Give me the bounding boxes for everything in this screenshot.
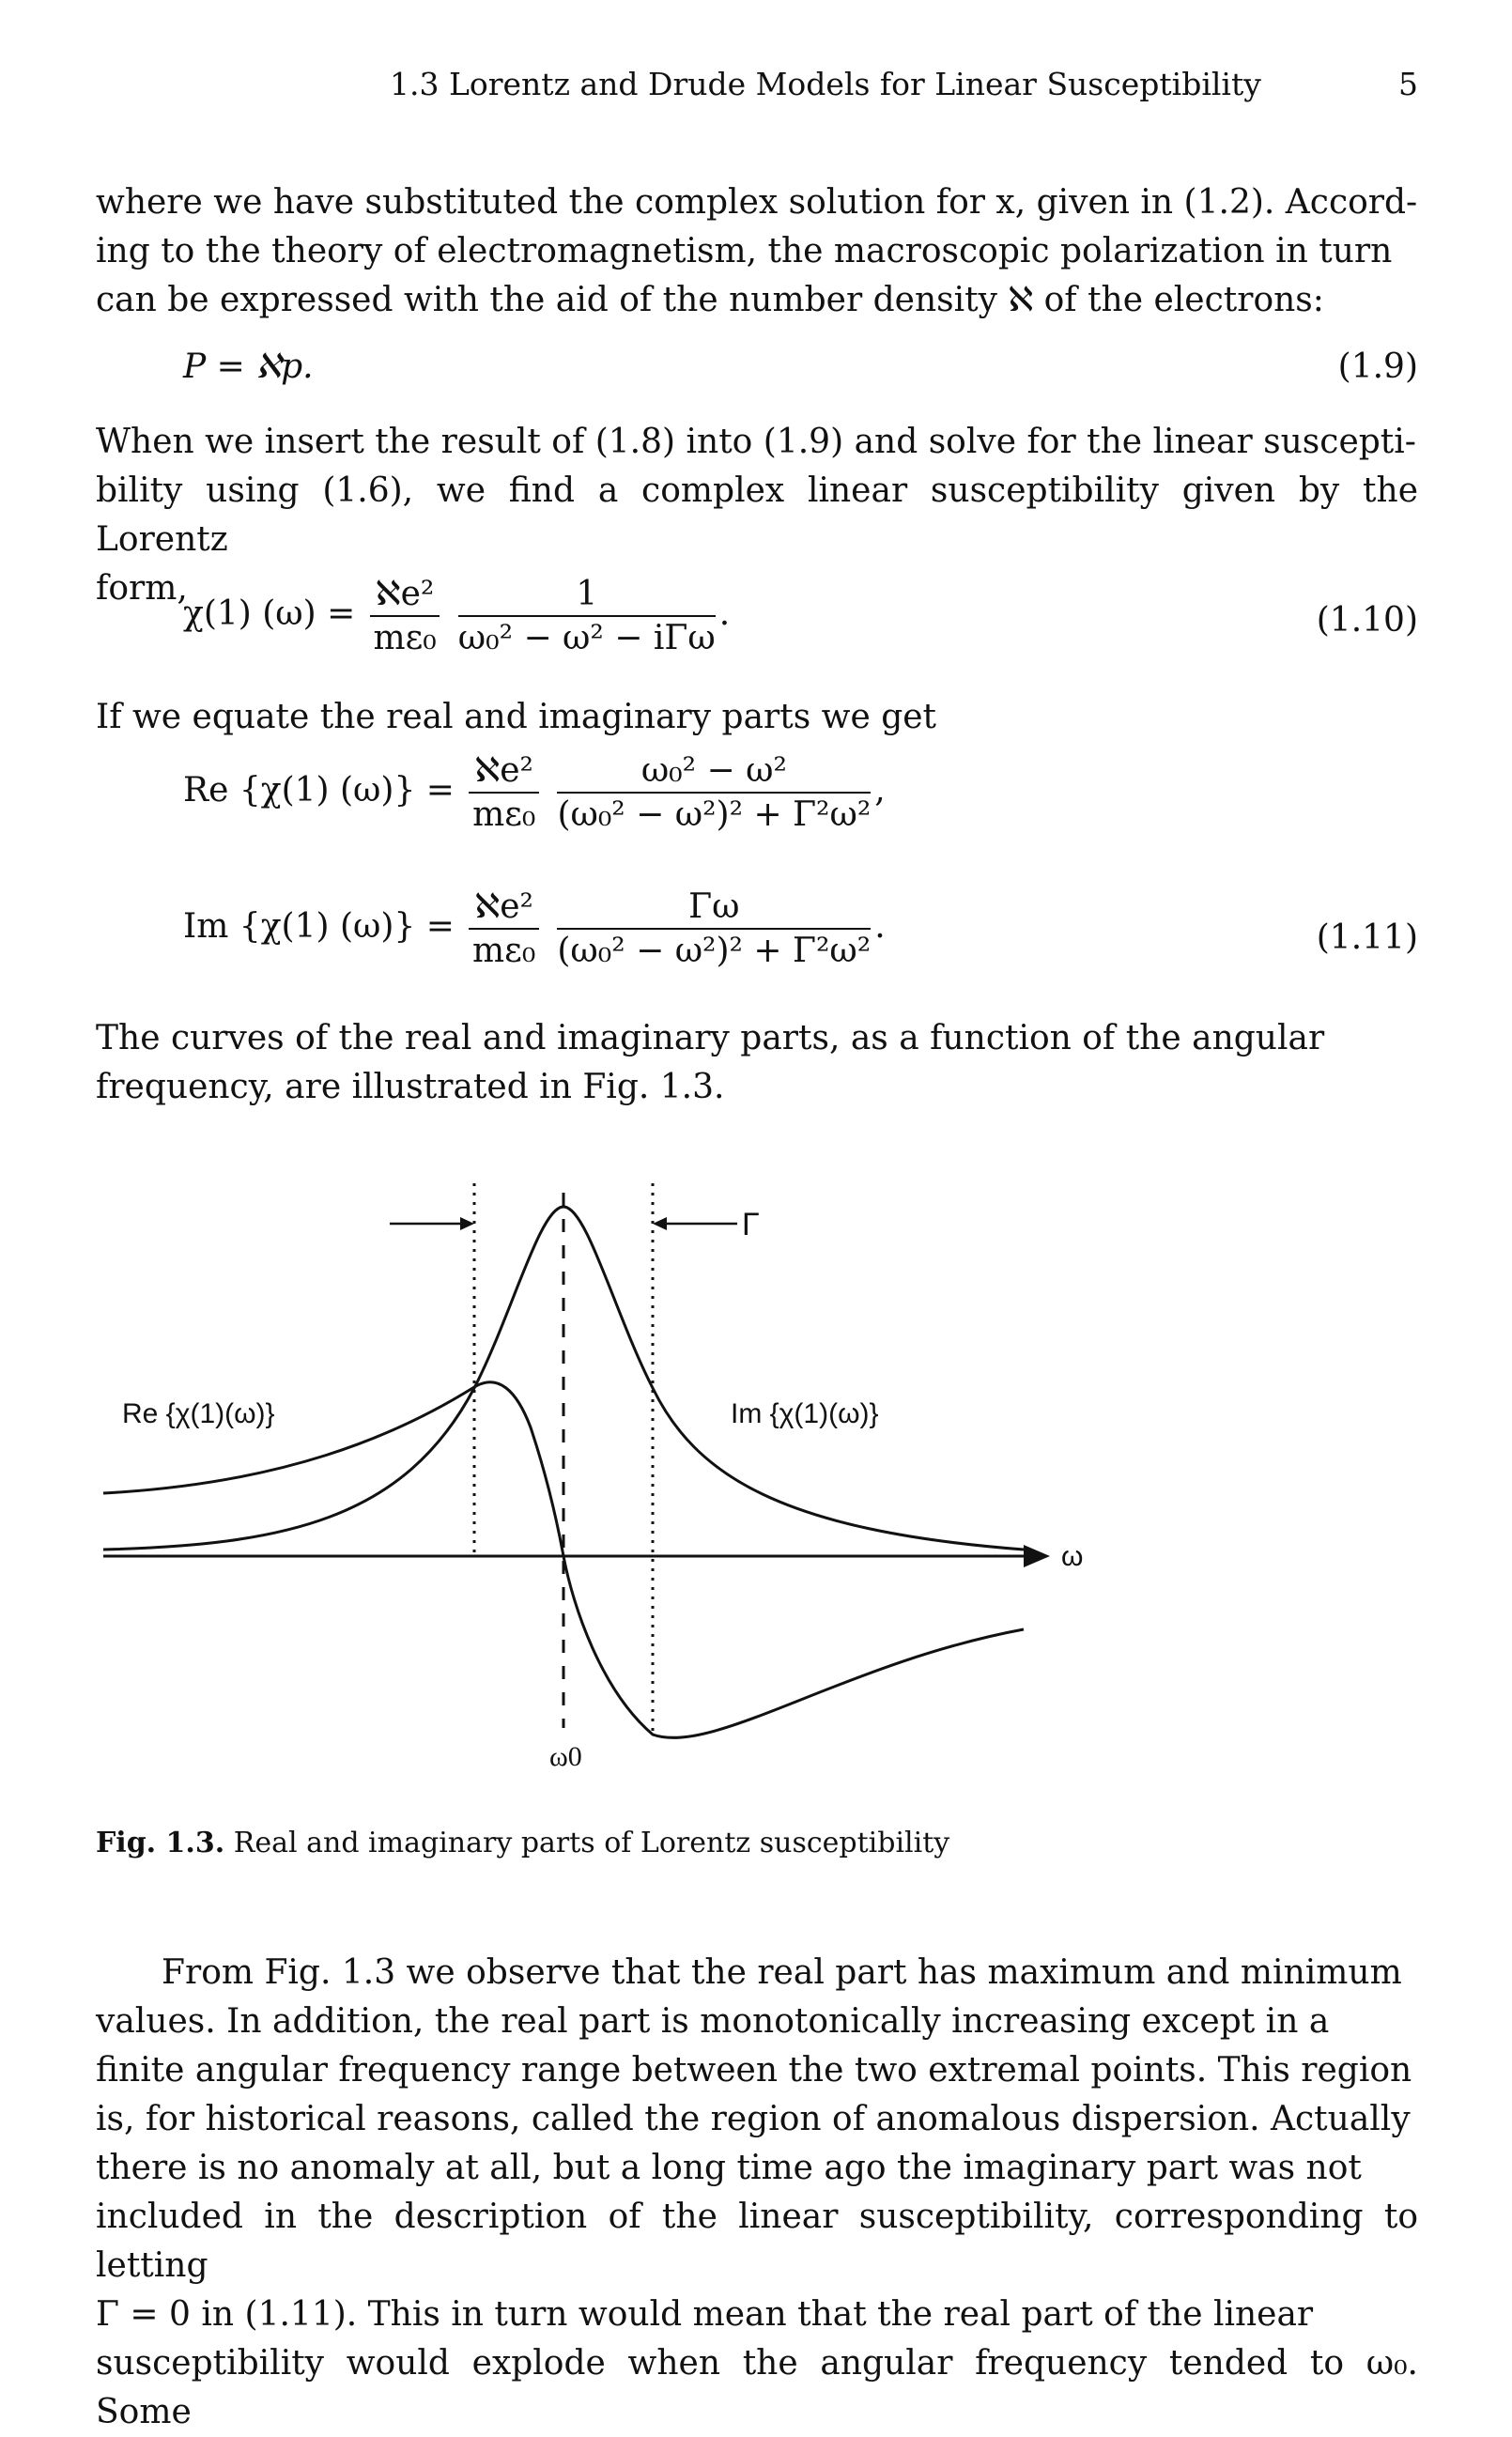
lorentz-susceptibility-figure (0, 1165, 1512, 1822)
text-line: frequency, are illustrated in Fig. 1.3. (96, 1068, 725, 1106)
equation-lhs: χ(1) (ω) = (183, 594, 356, 633)
text-line: susceptibility would explode when the angular frequency tended to ω₀. Some (96, 2344, 1418, 2431)
numerator: ℵe² (469, 887, 539, 930)
arrowhead (460, 1217, 474, 1230)
fraction (557, 887, 871, 970)
equation-number: (1.10) (1316, 601, 1418, 640)
equation-1-10: χ(1) (ω) = $\frac{\text{ℵe²}}{\text{mε₀}}$ $\frac{1}{\text{ω₀² − ω² − iΓω}}$ . (183, 575, 731, 657)
denominator: mε₀ (472, 932, 536, 970)
numerator: ω₀² − ω² (557, 751, 871, 794)
caption-label: Fig. 1.3. (96, 1827, 225, 1859)
text-line: bility using (1.6), we find a complex linear susceptibility given by the Lorentz (96, 471, 1418, 559)
fraction (469, 887, 539, 970)
paragraph-1 (96, 178, 1418, 325)
numerator: ℵe² (469, 751, 539, 794)
text-line: The curves of the real and imaginary parts, as a function of the angular (96, 1019, 1325, 1057)
denominator: mε₀ (373, 619, 437, 657)
figure-caption (96, 1827, 949, 1859)
denominator: (ω₀² − ω²)² + Γ²ω² (557, 932, 872, 970)
gamma-label: Γ (742, 1207, 760, 1242)
text-line: values. In addition, the real part is monotonically increasing except in a (96, 2002, 1330, 2041)
denominator: ω₀² − ω² − iΓω (457, 619, 716, 657)
equation-lhs: Im {χ(1) (ω)} = (183, 907, 455, 946)
paragraph-4 (96, 1014, 1418, 1112)
paragraph-3 (96, 693, 1418, 742)
omega0-label: ω0 (549, 1741, 582, 1772)
equation-text: P = ℵp. (183, 347, 314, 386)
fraction (370, 575, 440, 657)
paragraph-5 (96, 1949, 1418, 2437)
page-number: 5 (1398, 66, 1418, 102)
equation-1-11-imaginary: Im {χ(1) (ω)} = $\frac{\text{ℵe²}}{\text{mε₀}}$ $\frac{\Gamma\omega}{\text{(ω₀² − ω²)² + Γ²ω²}}$ . (183, 887, 886, 970)
equation-lhs: Re {χ(1) (ω)} = (183, 771, 455, 810)
text-line: If we equate the real and imaginary parts we get (96, 698, 937, 736)
axis-arrowhead (1024, 1545, 1050, 1567)
text-line: can be expressed with the aid of the number density ℵ of the electrons: (96, 281, 1324, 319)
text-line: When we insert the result of (1.8) into (1.9) and solve for the linear suscepti- (96, 423, 1416, 461)
fraction (458, 575, 716, 657)
running-title: 1.3 Lorentz and Drude Models for Linear Susceptibility (390, 66, 1261, 102)
arrowhead (653, 1217, 667, 1230)
text-line: Γ = 0 in (1.11). This in turn would mean that the real part of the linear (96, 2295, 1314, 2334)
denominator: mε₀ (472, 795, 536, 834)
numerator: ℵe² (370, 575, 440, 617)
text-line: where we have substituted the complex solution for x, given in (1.2). Accord- (96, 183, 1418, 222)
equation-number: (1.11) (1316, 918, 1418, 957)
im-label: Im {χ(1)(ω)} (731, 1398, 879, 1429)
re-label: Re {χ(1)(ω)} (122, 1398, 275, 1429)
text-line: included in the description of the linear susceptibility, corresponding to letting (96, 2198, 1418, 2285)
equation-number: (1.9) (1337, 347, 1418, 386)
text-line: is, for historical reasons, called the region of anomalous dispersion. Actually (96, 2100, 1411, 2138)
fraction (469, 751, 539, 834)
denominator: (ω₀² − ω²)² + Γ²ω² (557, 795, 872, 834)
fraction (557, 751, 871, 834)
equation-1-11-real: Re {χ(1) (ω)} = $\frac{\text{ℵe²}}{\text{mε₀}}$ $\frac{\text{ω₀² − ω²}}{\text{(ω₀² − ω²)² + Γ²ω²}}$ , (183, 751, 886, 834)
text-line: ing to the theory of electromagnetism, the macroscopic polarization in turn (96, 232, 1393, 270)
text-line: finite angular frequency range between the two extremal points. This region (96, 2051, 1412, 2090)
text-line: form, (96, 569, 188, 608)
numerator: Γω (557, 887, 871, 930)
numerator: 1 (458, 575, 716, 617)
caption-text: Real and imaginary parts of Lorentz susceptibility (233, 1827, 950, 1859)
omega-axis-label: ω (1061, 1541, 1084, 1572)
text-line: there is no anomaly at all, but a long time ago the imaginary part was not (96, 2149, 1362, 2187)
running-header (94, 66, 1418, 113)
equation-1-9 (183, 347, 314, 386)
text-line: From Fig. 1.3 we observe that the real part has maximum and minimum (162, 1953, 1402, 1992)
